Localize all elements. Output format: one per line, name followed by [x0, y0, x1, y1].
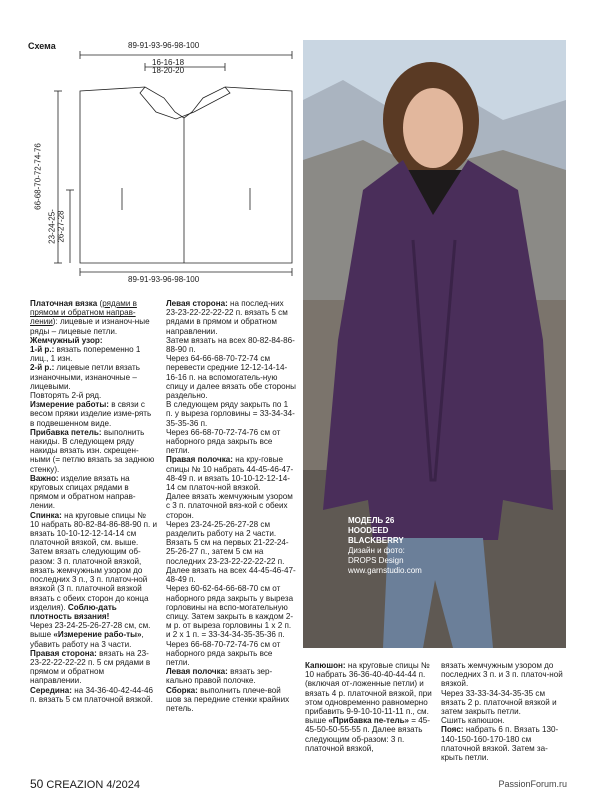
- paragraph: Через 66-68-70-72-74-76 см от наборного ряда закрыть все петли.: [166, 639, 281, 667]
- caption-brand: DROPS Design: [348, 556, 404, 565]
- length-label: 66-68-70-72-74-76: [33, 143, 43, 210]
- paragraph: Прибавка петель: выполнить накиды. В следующем ряду накиды вязать изн. скрещен-ными (= петлю вязать за заднюю стенку).: [30, 427, 155, 474]
- paragraph: Правая сторона: вязать на 23-23-22-22-22-22 п. 5 см рядами в прямом и обратном направлении.: [30, 648, 151, 686]
- paragraph: Спинка: на круговые спицы № 10 набрать 80-82-84-86-88-90 п. и вязать 10-10-12-12-14-14 см платочной вязкой, см. выше.: [30, 510, 157, 548]
- paragraph: вязать жемчужным узором до последних 3 п. и 3 п. платоч-ной вязкой.: [441, 661, 563, 689]
- paragraph: Платочная вязка (рядами в прямом и обратном направ-лении): лицевые и изнаноч-ные ряды – лицевые петли.: [30, 299, 150, 336]
- paragraph: Правая полочка: на кру-говые спицы № 10 набрать 44-45-46-47-48-49 п. и вязать 10-10-12-12-14-14 см платоч-ной вязкой.: [166, 455, 294, 493]
- paragraph: Левая полочка: вязать зер-кально правой полочке.: [166, 667, 273, 686]
- paragraph: Затем вязать следующим об-разом: 3 п. платочной вязкой, вязать жемчужным узором до последних 3 п., 3 п. платоч-ной вязкой (3 п. платочной вязкой вязать с обеих сторон до конца изделия). Соблю-дать плотность вязания!: [30, 547, 149, 621]
- photo-caption: [348, 516, 422, 576]
- paragraph: Сшить капюшон.: [441, 716, 505, 726]
- paragraph: Жемчужный узор:: [30, 335, 103, 345]
- paragraph: Важно: изделие вязать на круговых спицах рядами в прямом и обратном направ-лении.: [30, 473, 136, 511]
- paragraph: Капюшон: на круговые спицы № 10 набрать 36-36-40-40-44-44 п. (включая от-ложенные петли) и вязать 4 р. платочной вязкой, при этом одновременно равномерно прибавить 9-9-10-10-11-11 п., см. выше «Прибавка пе-тель» = 45-45-50-50-55-55 п. Далее вязать следующим об-разом: 3 п. платочной вязкой,: [305, 661, 432, 753]
- paragraph: Через 66-68-70-72-74-76 см от наборного ряда закрыть все петли.: [166, 427, 281, 456]
- paragraph: Через 64-66-68-70-72-74 см перевести средние 12-12-14-14-16-16 п. на вспомогатель-ную спицу и далее вязать обе стороны раздельно.: [166, 354, 296, 401]
- paragraph: В следующем ряду закрыть по 1 п. у выреза горловины = 33-34-34-35-35-36 п.: [166, 400, 295, 428]
- caption-model: МОДЕЛЬ 26: [348, 516, 395, 525]
- text-column-3: [305, 661, 435, 753]
- caption-design: Дизайн и фото:: [348, 546, 405, 555]
- paragraph: Далее вязать жемчужным узором с 3 п. платочной вяз-кой с обеих сторон.: [166, 492, 293, 520]
- caption-name1: HOODEED: [348, 526, 389, 535]
- paragraph: Измерение работы: в связи с весом пряжи изделие изме-рять в подвешенном виде.: [30, 400, 152, 428]
- caption-site: www.garnstudio.com: [348, 566, 422, 575]
- neck-width-label-2: 18-20-20: [152, 66, 185, 75]
- paragraph: Середина: на 34-36-40-42-44-46 п. вязать 5 см платочной вязкой.: [30, 685, 153, 704]
- text-column-4: [441, 661, 567, 762]
- bottom-width-label: 89-91-93-96-98-100: [128, 275, 200, 284]
- page-number: 50: [30, 777, 44, 791]
- paragraph: 1-й р.: вязать попеременно 1 лиц., 1 изн.: [30, 345, 141, 364]
- magazine-issue: CREAZION 4/2024: [46, 779, 140, 791]
- paragraph: Через 60-62-64-66-68-70 см от наборного ряда закрыть у выреза горловины на вспо-могательную спицу. Затем закрыть в каждом 2-м р. от выреза горловины 1 х 2 п. и 2 х 1 п. = 33-34-34-35-35-36 п.: [166, 584, 294, 640]
- paragraph: Через 23-24-25-26-27-28 см разделить работу на 2 части. Вязать 5 см на первых 21-22-24-25-26-27 п., затем 5 см на последних 23-23-22-22-22-22 п. Далее вязать на всех 44-45-46-47-48-49 п.: [166, 519, 296, 585]
- waist-label-1: 23-24-25-: [47, 209, 57, 244]
- text-column-2: [166, 299, 296, 713]
- paragraph: 2-й р.: лицевые петли вязать изнаночными, изнаночные – лицевыми.: [30, 363, 140, 391]
- watermark: PassionForum.ru: [498, 779, 567, 789]
- caption-name2: BLACKBERRY: [348, 536, 404, 545]
- paragraph: Через 33-33-34-34-35-35 см вязать 2 р. платочной вязкой и затем закрыть петли.: [441, 688, 557, 717]
- schema-title: Схема: [28, 41, 56, 51]
- paragraph: Повторять 2-й ряд.: [30, 391, 102, 401]
- neck-width-label-1: 16-16-18: [152, 58, 185, 67]
- model-photo: [303, 40, 566, 648]
- paragraph: Через 23-24-25-26-27-28 см, см. выше «Измерение рабо-ты», убавить работу на 3 части.: [30, 621, 151, 649]
- waist-label-2: 26-27-28: [56, 210, 66, 243]
- top-width-label: 89-91-93-96-98-100: [128, 41, 200, 50]
- text-column-1: [30, 299, 157, 704]
- page-footer: [30, 777, 140, 791]
- paragraph: Сборка: выполнить плече-вой шов за передние стенки крайних петель.: [166, 685, 290, 713]
- paragraph: Затем вязать на всех 80-82-84-86-88-90 п.: [166, 335, 295, 355]
- paragraph: Пояс: набрать 6 п. Вязать 130-140-150-160-170-180 см платочной вязкой. Затем за-крыть петли.: [441, 725, 559, 763]
- paragraph: Левая сторона: на послед-них 23-23-22-22-22-22 п. вязать 5 см рядами в прямом и обратном направлении.: [166, 299, 288, 336]
